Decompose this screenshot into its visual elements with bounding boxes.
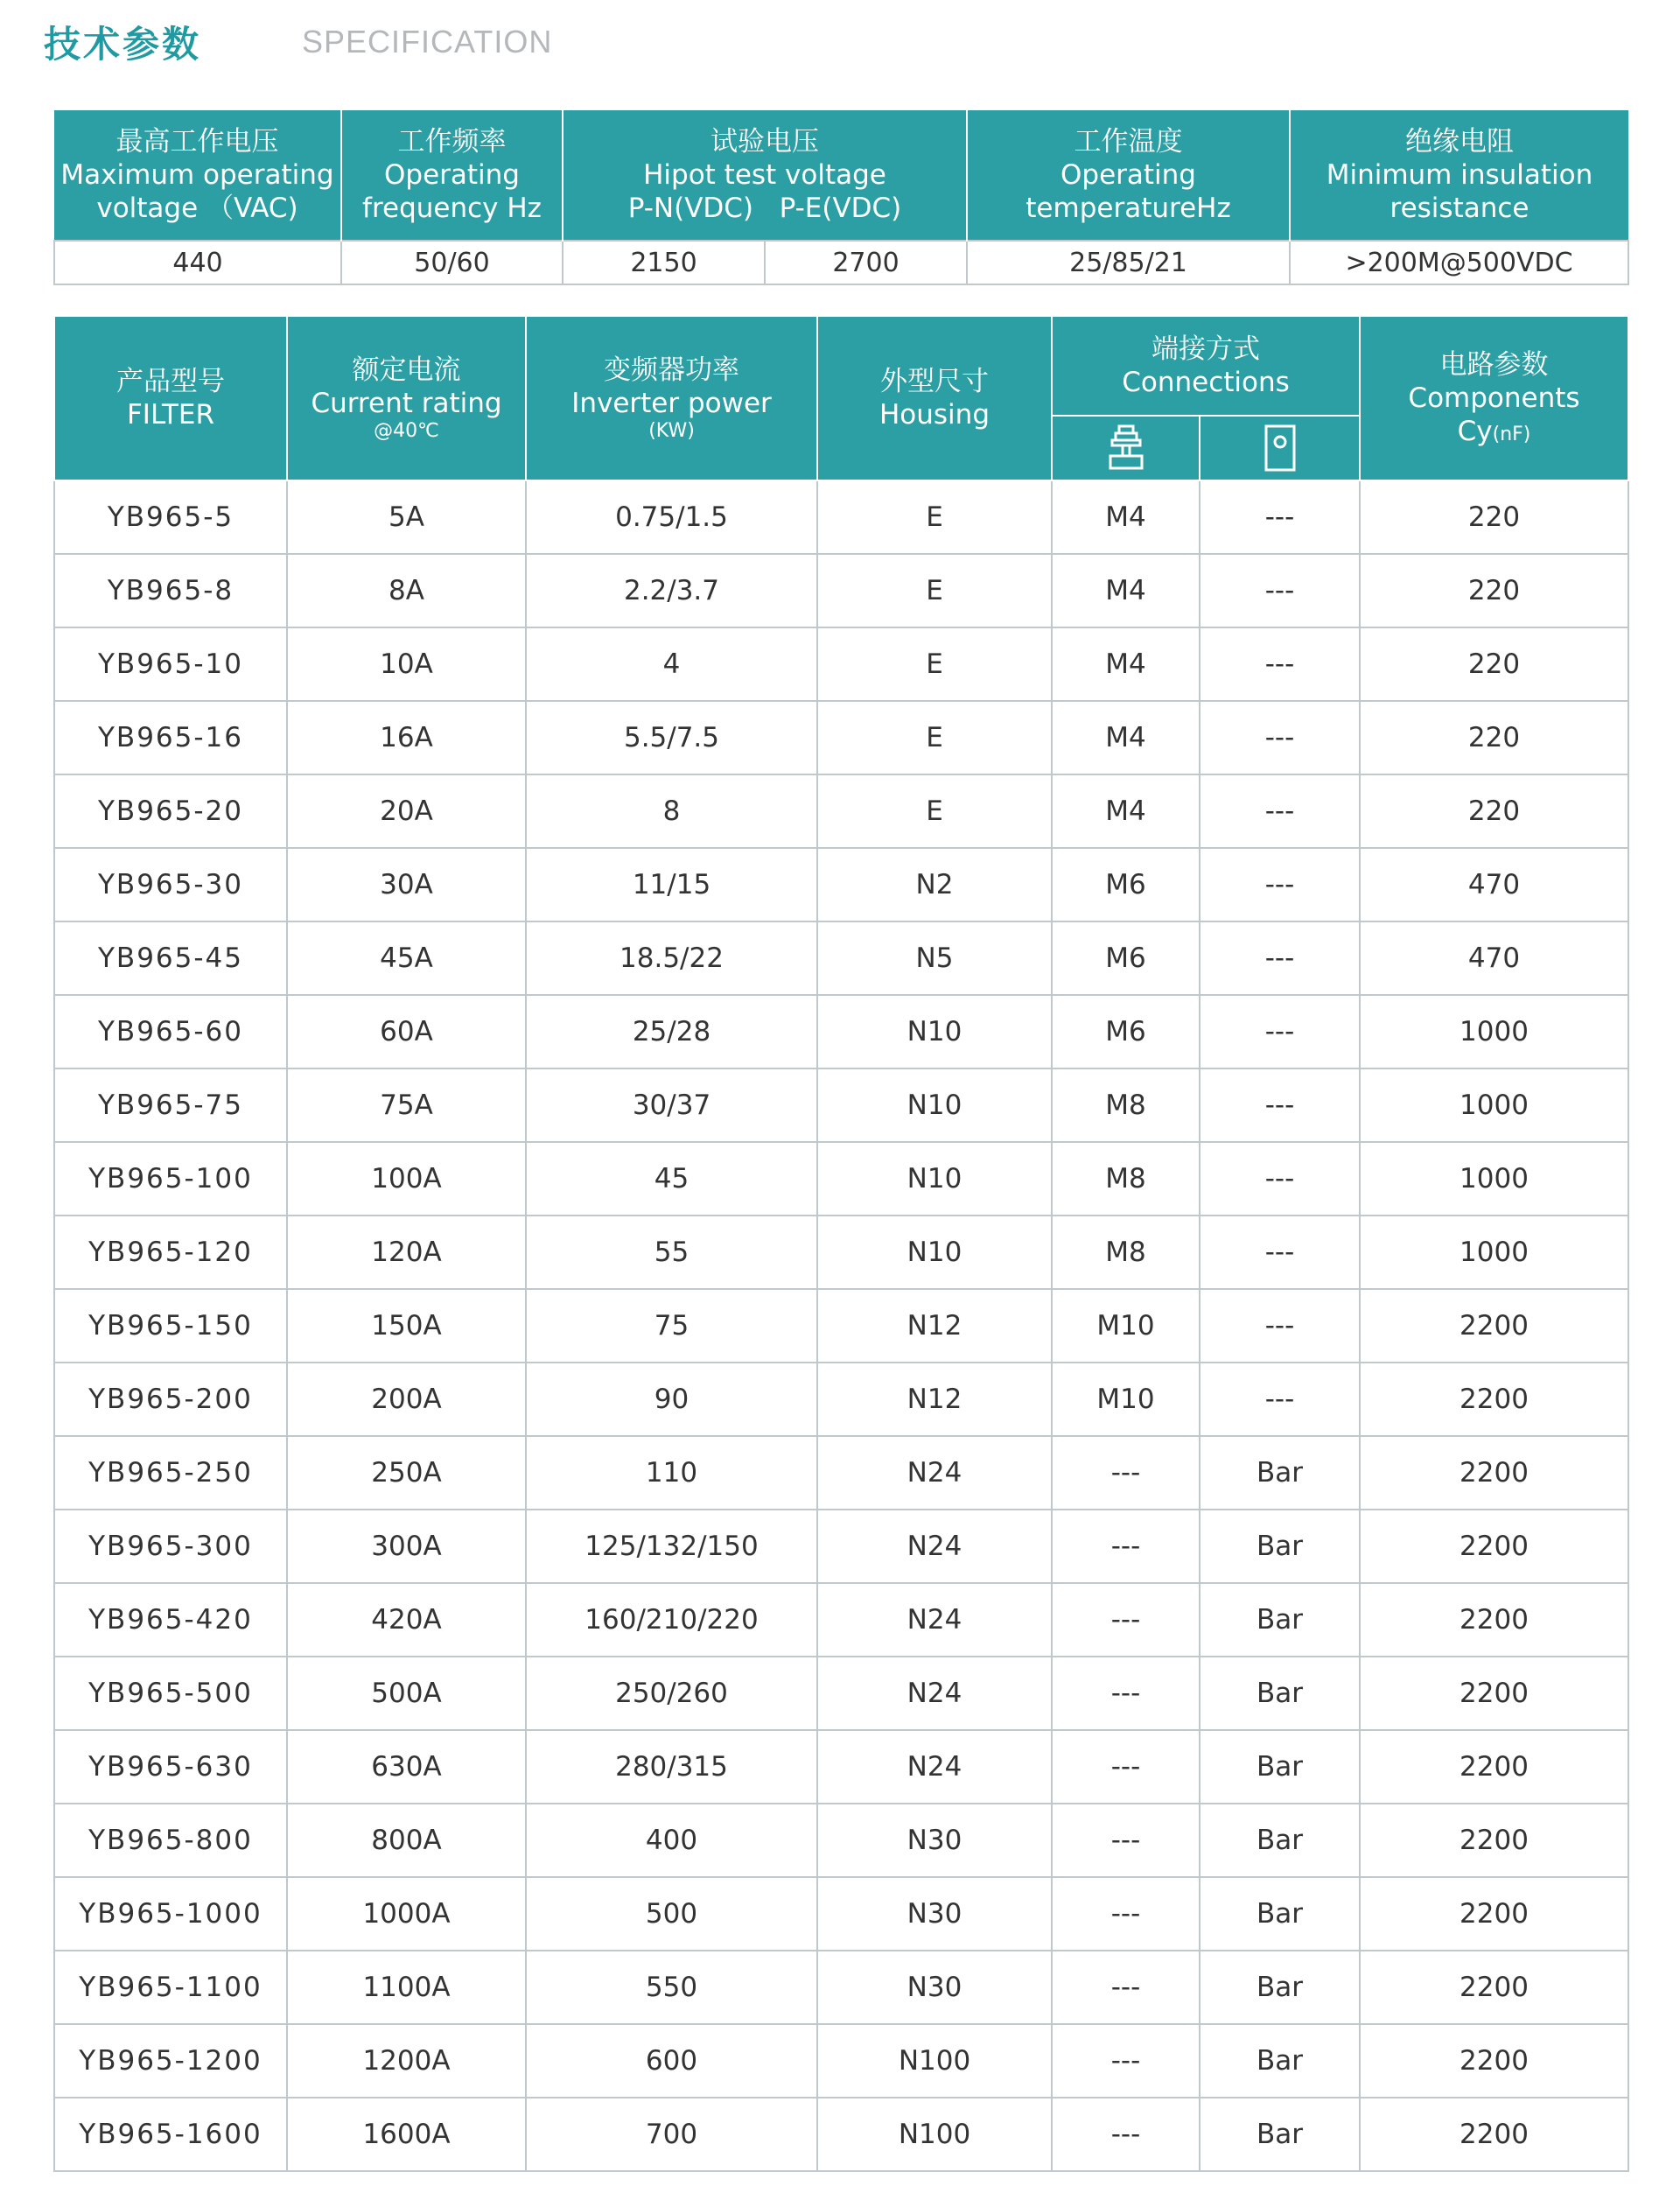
cell-model: YB965-45 xyxy=(54,921,287,995)
table-row xyxy=(54,1730,1628,1804)
cell-cy: 1000 xyxy=(1360,1142,1628,1216)
cell-current: 1000A xyxy=(287,1877,526,1951)
specification-table xyxy=(53,110,1629,285)
cell-current: 300A xyxy=(287,1510,526,1583)
cell-current: 120A xyxy=(287,1216,526,1289)
spec-header-voltage: 最高工作电压 Maximum operating voltage （VAC) xyxy=(54,110,341,241)
cell-connection-bar: Bar xyxy=(1200,1436,1360,1510)
cell-inverter-power: 280/315 xyxy=(526,1730,817,1804)
spec-value-pe: 2700 xyxy=(765,241,967,284)
cell-connection-screw: M8 xyxy=(1052,1142,1200,1216)
cell-cy: 1000 xyxy=(1360,995,1628,1068)
cell-connection-bar: --- xyxy=(1200,480,1360,554)
cell-connection-bar: --- xyxy=(1200,1142,1360,1216)
cell-inverter-power: 400 xyxy=(526,1804,817,1877)
cell-housing: E xyxy=(817,554,1052,627)
cell-current: 420A xyxy=(287,1583,526,1657)
spec-value-pn: 2150 xyxy=(563,241,765,284)
busbar-terminal-icon xyxy=(1259,424,1301,472)
table-row xyxy=(54,2024,1628,2098)
cell-cy: 470 xyxy=(1360,921,1628,995)
cell-housing: N100 xyxy=(817,2098,1052,2171)
cell-connection-screw: M10 xyxy=(1052,1289,1200,1363)
cell-housing: N30 xyxy=(817,1804,1052,1877)
cell-connection-bar: --- xyxy=(1200,995,1360,1068)
cell-current: 30A xyxy=(287,848,526,921)
table-row xyxy=(54,848,1628,921)
cell-connection-bar: --- xyxy=(1200,1363,1360,1436)
title-chinese: 技术参数 xyxy=(44,23,202,66)
cell-connection-screw: M10 xyxy=(1052,1363,1200,1436)
cell-current: 75A xyxy=(287,1068,526,1142)
screw-terminal-icon xyxy=(1105,424,1147,472)
cell-connection-screw: M4 xyxy=(1052,774,1200,848)
cell-model: YB965-120 xyxy=(54,1216,287,1289)
table-row xyxy=(54,627,1628,701)
cell-cy: 220 xyxy=(1360,480,1628,554)
cell-current: 100A xyxy=(287,1142,526,1216)
cell-cy: 220 xyxy=(1360,774,1628,848)
cell-cy: 2200 xyxy=(1360,1510,1628,1583)
cell-connection-bar: Bar xyxy=(1200,2098,1360,2171)
cell-connection-screw: M8 xyxy=(1052,1216,1200,1289)
cell-inverter-power: 25/28 xyxy=(526,995,817,1068)
cell-housing: N10 xyxy=(817,1216,1052,1289)
header-inverter: 变频器功率 Inverter power (KW) xyxy=(526,316,817,480)
cell-housing: E xyxy=(817,701,1052,774)
cell-cy: 1000 xyxy=(1360,1216,1628,1289)
cell-current: 45A xyxy=(287,921,526,995)
cell-model: YB965-500 xyxy=(54,1657,287,1730)
cell-model: YB965-1000 xyxy=(54,1877,287,1951)
cell-housing: E xyxy=(817,774,1052,848)
spec-values-row xyxy=(54,241,1628,284)
cell-cy: 2200 xyxy=(1360,2098,1628,2171)
cell-current: 250A xyxy=(287,1436,526,1510)
cell-connection-bar: --- xyxy=(1200,1216,1360,1289)
cell-connection-bar: --- xyxy=(1200,701,1360,774)
cell-model: YB965-150 xyxy=(54,1289,287,1363)
cell-inverter-power: 110 xyxy=(526,1436,817,1510)
cell-cy: 2200 xyxy=(1360,1363,1628,1436)
model-table xyxy=(53,315,1629,2172)
cell-connection-bar: --- xyxy=(1200,921,1360,995)
cell-connection-bar: Bar xyxy=(1200,1510,1360,1583)
cell-housing: E xyxy=(817,480,1052,554)
cell-current: 16A xyxy=(287,701,526,774)
cell-cy: 2200 xyxy=(1360,1804,1628,1877)
cell-inverter-power: 45 xyxy=(526,1142,817,1216)
cell-model: YB965-420 xyxy=(54,1583,287,1657)
cell-current: 8A xyxy=(287,554,526,627)
table-row xyxy=(54,1951,1628,2024)
cell-cy: 2200 xyxy=(1360,1583,1628,1657)
table-row xyxy=(54,480,1628,554)
cell-cy: 470 xyxy=(1360,848,1628,921)
cell-connection-screw: --- xyxy=(1052,2024,1200,2098)
header-connections: 端接方式 Connections xyxy=(1052,316,1360,416)
cell-inverter-power: 30/37 xyxy=(526,1068,817,1142)
cell-connection-bar: Bar xyxy=(1200,1657,1360,1730)
spec-value-insulation: >200M@500VDC xyxy=(1290,241,1628,284)
cell-inverter-power: 160/210/220 xyxy=(526,1583,817,1657)
cell-model: YB965-1600 xyxy=(54,2098,287,2171)
cell-connection-screw: --- xyxy=(1052,1804,1200,1877)
table-row xyxy=(54,1289,1628,1363)
cell-current: 1600A xyxy=(287,2098,526,2171)
cell-model: YB965-75 xyxy=(54,1068,287,1142)
cell-inverter-power: 5.5/7.5 xyxy=(526,701,817,774)
cell-housing: N100 xyxy=(817,2024,1052,2098)
cell-connection-screw: M8 xyxy=(1052,1068,1200,1142)
cell-model: YB965-200 xyxy=(54,1363,287,1436)
header-components: 电路参数 Components Cy(nF) xyxy=(1360,316,1628,480)
cell-housing: N30 xyxy=(817,1877,1052,1951)
cell-connection-screw: --- xyxy=(1052,2098,1200,2171)
table-row xyxy=(54,701,1628,774)
cell-connection-screw: M6 xyxy=(1052,848,1200,921)
cell-housing: N10 xyxy=(817,1068,1052,1142)
cell-current: 150A xyxy=(287,1289,526,1363)
cell-cy: 2200 xyxy=(1360,1436,1628,1510)
header-bar-terminal xyxy=(1200,416,1360,480)
cell-housing: E xyxy=(817,627,1052,701)
table-row xyxy=(54,1583,1628,1657)
spec-value-temperature: 25/85/21 xyxy=(967,241,1290,284)
cell-connection-screw: --- xyxy=(1052,1436,1200,1510)
table-row xyxy=(54,1657,1628,1730)
table-row xyxy=(54,1216,1628,1289)
cell-model: YB965-1200 xyxy=(54,2024,287,2098)
cell-current: 20A xyxy=(287,774,526,848)
spec-value-frequency: 50/60 xyxy=(341,241,563,284)
cell-cy: 2200 xyxy=(1360,1657,1628,1730)
cell-model: YB965-630 xyxy=(54,1730,287,1804)
cell-current: 1200A xyxy=(287,2024,526,2098)
cell-inverter-power: 8 xyxy=(526,774,817,848)
table-row xyxy=(54,554,1628,627)
cell-connection-bar: --- xyxy=(1200,848,1360,921)
spec-header-hipot: 试验电压 Hipot test voltage P-N(VDC) P-E(VDC) xyxy=(563,110,967,241)
cell-cy: 1000 xyxy=(1360,1068,1628,1142)
cell-housing: N2 xyxy=(817,848,1052,921)
header-filter: 产品型号 FILTER xyxy=(54,316,287,480)
cell-model: YB965-30 xyxy=(54,848,287,921)
cell-inverter-power: 0.75/1.5 xyxy=(526,480,817,554)
cell-inverter-power: 11/15 xyxy=(526,848,817,921)
table-row xyxy=(54,1510,1628,1583)
header-current: 额定电流 Current rating @40℃ xyxy=(287,316,526,480)
spec-value-voltage: 440 xyxy=(54,241,341,284)
cell-connection-screw: --- xyxy=(1052,1657,1200,1730)
cell-connection-screw: --- xyxy=(1052,1730,1200,1804)
table-row xyxy=(54,774,1628,848)
cell-model: YB965-8 xyxy=(54,554,287,627)
table-row xyxy=(54,1363,1628,1436)
cell-housing: N30 xyxy=(817,1951,1052,2024)
cell-current: 1100A xyxy=(287,1951,526,2024)
cell-connection-bar: --- xyxy=(1200,1289,1360,1363)
table-row xyxy=(54,1804,1628,1877)
cell-connection-bar: Bar xyxy=(1200,2024,1360,2098)
page-title xyxy=(44,16,552,68)
cell-connection-bar: Bar xyxy=(1200,1804,1360,1877)
cell-current: 630A xyxy=(287,1730,526,1804)
cell-housing: N12 xyxy=(817,1363,1052,1436)
cell-inverter-power: 125/132/150 xyxy=(526,1510,817,1583)
cell-connection-screw: --- xyxy=(1052,1510,1200,1583)
cell-inverter-power: 600 xyxy=(526,2024,817,2098)
cell-inverter-power: 55 xyxy=(526,1216,817,1289)
cell-current: 200A xyxy=(287,1363,526,1436)
cell-housing: N10 xyxy=(817,995,1052,1068)
cell-current: 60A xyxy=(287,995,526,1068)
cell-current: 5A xyxy=(287,480,526,554)
cell-connection-screw: M6 xyxy=(1052,921,1200,995)
cell-cy: 2200 xyxy=(1360,1730,1628,1804)
cell-cy: 2200 xyxy=(1360,1951,1628,2024)
table-row xyxy=(54,2098,1628,2171)
cell-connection-bar: Bar xyxy=(1200,1951,1360,2024)
cell-model: YB965-300 xyxy=(54,1510,287,1583)
title-english: SPECIFICATION xyxy=(302,24,553,60)
cell-model: YB965-100 xyxy=(54,1142,287,1216)
spec-header-insulation: 绝缘电阻 Minimum insulation resistance xyxy=(1290,110,1628,241)
table-row xyxy=(54,1142,1628,1216)
cell-housing: N24 xyxy=(817,1436,1052,1510)
cell-connection-screw: --- xyxy=(1052,1951,1200,2024)
cell-model: YB965-60 xyxy=(54,995,287,1068)
cell-inverter-power: 700 xyxy=(526,2098,817,2171)
cell-cy: 2200 xyxy=(1360,1289,1628,1363)
cell-connection-screw: M4 xyxy=(1052,701,1200,774)
cell-model: YB965-16 xyxy=(54,701,287,774)
cell-housing: N12 xyxy=(817,1289,1052,1363)
cell-inverter-power: 75 xyxy=(526,1289,817,1363)
cell-current: 500A xyxy=(287,1657,526,1730)
cell-model: YB965-10 xyxy=(54,627,287,701)
cell-model: YB965-20 xyxy=(54,774,287,848)
cell-connection-screw: M6 xyxy=(1052,995,1200,1068)
cell-cy: 2200 xyxy=(1360,1877,1628,1951)
cell-connection-bar: --- xyxy=(1200,1068,1360,1142)
cell-housing: N24 xyxy=(817,1583,1052,1657)
cell-inverter-power: 2.2/3.7 xyxy=(526,554,817,627)
cell-cy: 220 xyxy=(1360,701,1628,774)
cell-connection-bar: Bar xyxy=(1200,1730,1360,1804)
cell-connection-screw: --- xyxy=(1052,1583,1200,1657)
cell-housing: N5 xyxy=(817,921,1052,995)
cell-cy: 220 xyxy=(1360,554,1628,627)
cell-inverter-power: 90 xyxy=(526,1363,817,1436)
cell-connection-bar: --- xyxy=(1200,774,1360,848)
cell-model: YB965-1100 xyxy=(54,1951,287,2024)
cell-cy: 2200 xyxy=(1360,2024,1628,2098)
cell-inverter-power: 18.5/22 xyxy=(526,921,817,995)
cell-housing: N24 xyxy=(817,1510,1052,1583)
cell-current: 800A xyxy=(287,1804,526,1877)
cell-inverter-power: 250/260 xyxy=(526,1657,817,1730)
cell-model: YB965-800 xyxy=(54,1804,287,1877)
cell-connection-screw: --- xyxy=(1052,1877,1200,1951)
cell-connection-screw: M4 xyxy=(1052,554,1200,627)
spec-header-frequency: 工作频率 Operating frequency Hz xyxy=(341,110,563,241)
cell-connection-screw: M4 xyxy=(1052,627,1200,701)
cell-housing: N24 xyxy=(817,1657,1052,1730)
table-row xyxy=(54,1877,1628,1951)
cell-current: 10A xyxy=(287,627,526,701)
spec-header-temperature: 工作温度 Operating temperatureHz xyxy=(967,110,1290,241)
table-row xyxy=(54,995,1628,1068)
cell-model: YB965-250 xyxy=(54,1436,287,1510)
cell-inverter-power: 4 xyxy=(526,627,817,701)
cell-model: YB965-5 xyxy=(54,480,287,554)
cell-connection-screw: M4 xyxy=(1052,480,1200,554)
cell-inverter-power: 500 xyxy=(526,1877,817,1951)
cell-housing: N24 xyxy=(817,1730,1052,1804)
header-housing: 外型尺寸 Housing xyxy=(817,316,1052,480)
table-row xyxy=(54,1068,1628,1142)
cell-inverter-power: 550 xyxy=(526,1951,817,2024)
cell-housing: N10 xyxy=(817,1142,1052,1216)
cell-connection-bar: Bar xyxy=(1200,1877,1360,1951)
cell-connection-bar: --- xyxy=(1200,627,1360,701)
cell-connection-bar: Bar xyxy=(1200,1583,1360,1657)
table-row xyxy=(54,1436,1628,1510)
table-row xyxy=(54,921,1628,995)
cell-cy: 220 xyxy=(1360,627,1628,701)
cell-connection-bar: --- xyxy=(1200,554,1360,627)
header-screw-terminal xyxy=(1052,416,1200,480)
